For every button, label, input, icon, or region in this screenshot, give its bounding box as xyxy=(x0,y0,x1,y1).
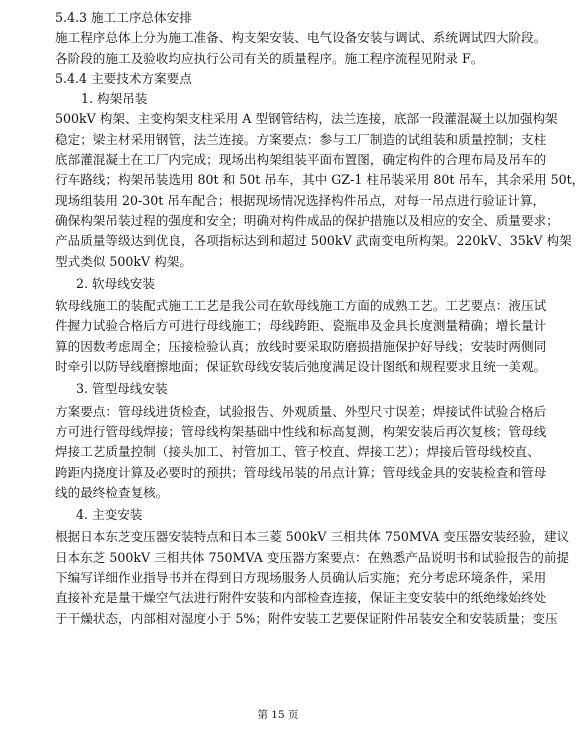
text-line: 稳定；梁主材采用钢管，法兰连接。方案要点：参与工厂制造的试组装和质量控制；支柱 xyxy=(55,131,547,147)
text-line: 根据日本东芝变压器安装特点和日本三菱 500kV 三相共体 750MVA 变压器安装经验，建议 xyxy=(55,529,570,545)
paragraph-tubular-busbar xyxy=(55,402,547,503)
text-line: 软母线施工的装配式施工工艺是我公司在软母线施工方面的成熟工艺。工艺要点：液压试 xyxy=(55,298,547,314)
text-line: 型式类似 500kV 构架。 xyxy=(55,253,192,269)
text-line: 线的最终检查复核。 xyxy=(55,484,169,500)
text-line: 焊接工艺质量控制（接头加工、衬管加工、管子校直、焊接工艺）；焊接后管母线校直、 xyxy=(55,444,540,460)
paragraph-frame-hoisting xyxy=(55,109,584,271)
text-line: 底部灌混凝土在工厂内完成；现场出构架组装平面布置图，确定构件的合理布局及吊车的 xyxy=(55,152,547,168)
subsection-title-main-transformer: 4. 主变安装 xyxy=(76,507,143,523)
text-line: 直接补充是量干燥空气法进行附件安装和内部检查连接，保证主变安装中的纸绝缘始终处 xyxy=(55,590,547,606)
text-line: 行车路线；构架吊装选用 80t 和 50t 吊车，其中 GZ-1 柱吊装采用 80t 吊车，其余采用 50t， xyxy=(55,172,584,188)
subsection-title-tubular-busbar: 3. 管型母线安装 xyxy=(76,381,168,397)
text-line: 各阶段的施工及验收均应执行公司有关的质量程序。施工程序流程见附录 F。 xyxy=(55,50,484,66)
document-page xyxy=(55,8,584,629)
subsection-title-frame-hoisting: 1. 构架吊装 xyxy=(81,91,148,107)
section-heading-5-4-4: 5.4.4 主要技术方案要点 xyxy=(55,70,192,86)
section-heading-5-4-3: 5.4.3 施工工序总体安排 xyxy=(55,10,192,25)
page-number: 第 15 页 xyxy=(257,709,299,721)
text-line: 500kV 构架、主变构架支柱采用 A 型钢管结构，法兰连接，底部一段灌混凝土以加强构架 xyxy=(55,111,558,127)
text-line: 下编写详细作业指导书并在得到日方现场服务人员确认后实施；充分考虑环境条件，采用 xyxy=(55,570,547,586)
paragraph-process-overview xyxy=(55,28,547,69)
text-line: 施工程序总体上分为施工准备、构支架安装、电气设备安装与调试、系统调试四大阶段。 xyxy=(55,30,547,46)
text-line: 跨距内挠度计算及必要时的预拱；管母线吊装的吊点计算；管母线金具的安装检查和管母 xyxy=(55,464,547,480)
text-line: 产品质量等级达到优良，各项指标达到和超过 500kV 武南变电所构架。220kV、35kV 构架 xyxy=(55,233,572,249)
text-line: 日本东芝 500kV 三相共体 750MVA 变压器方案要点：在熟悉产品说明书和试验报告的前提 xyxy=(55,549,570,565)
text-line: 时牵引以防导线磨擦地面；保证软母线安装后弛度满足设计图纸和规程要求且统一美观。 xyxy=(55,359,547,375)
text-line: 于干燥状态，内部相对湿度小于 5%；附件安装工艺要保证附件吊装安全和安装质量；变压 xyxy=(55,610,558,626)
text-line: 方案要点：管母线进货检查，试验报告、外观质量、外型尺寸误差；焊接试件试验合格后 xyxy=(55,403,547,419)
text-line: 件握力试验合格后方可进行母线施工；母线跨距、瓷瓶串及金具长度测量精确；增长量计 xyxy=(55,318,547,334)
text-line: 算的因数考虑周全；压接检验认真；放线时要采取防磨损措施保护好导线；安装时两侧同 xyxy=(55,338,547,354)
paragraph-soft-busbar xyxy=(55,296,547,377)
subsection-title-soft-busbar: 2. 软母线安装 xyxy=(76,275,155,291)
text-line: 确保构架吊装过程的强度和安全；明确对构件成品的保护措施以及相应的安全、质量要求； xyxy=(55,212,559,228)
text-line: 方可进行管母线焊接；管母线构架基础中性线和标高复测，构架安装后再次复核；管母线 xyxy=(55,423,547,439)
paragraph-main-transformer xyxy=(55,527,570,628)
text-line: 现场组装用 20-30t 吊车配合；根据现场情况选择构件吊点，对每一吊点进行验证计算， xyxy=(55,192,546,208)
